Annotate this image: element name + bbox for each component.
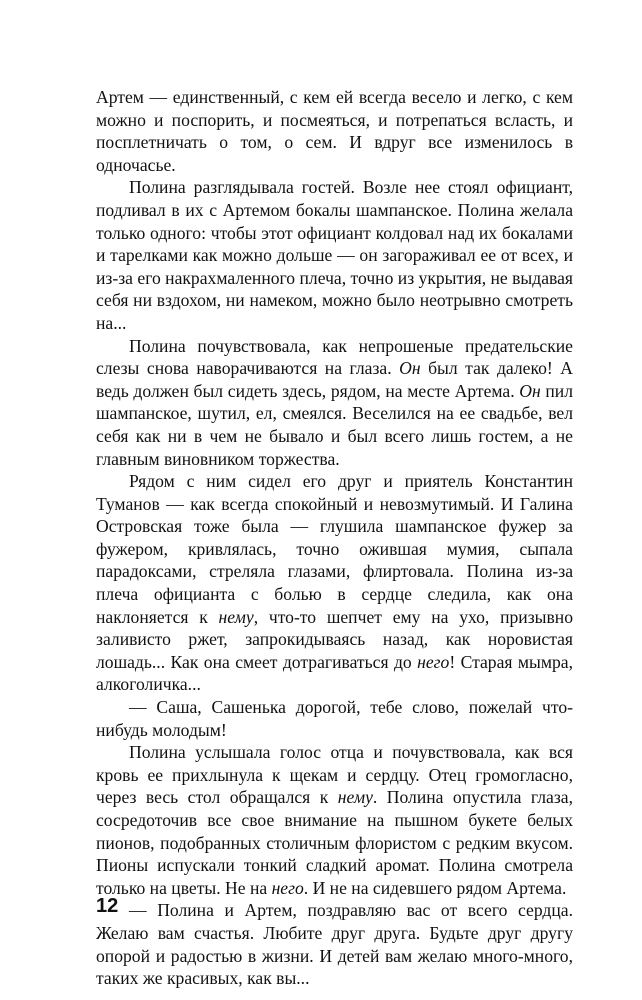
text-run: был так далеко! А ведь должен был сидеть здесь, рядом, на месте Артема. (96, 358, 573, 401)
paragraph (96, 741, 573, 899)
text-run: Полина услышала голос отца и почувствовала, как вся кровь ее прихлынула к щекам и сердцу. Отец громогласно, через весь стол обращался к (96, 742, 573, 808)
book-page-text (96, 86, 573, 990)
italic-text-run: него (417, 651, 450, 672)
paragraph (96, 696, 573, 741)
text-run: Артем — единственный, с кем ей всегда весело и легко, с кем можно и поспорить, и посмеяться, и потрепаться всласть, и посплетничать о том, о сем. И вдруг все изменилось в одночасье. (96, 87, 573, 175)
text-run: пил шампанское, шутил, ел, смеялся. Веселился на ее свадьбе, вел себя как ни в чем не бывало и был всего лишь гостем, а не главным виновником торжества. (96, 380, 573, 469)
text-run: . И не на сидевшего рядом Артема. (303, 877, 567, 898)
text-run: . Полина опустила глаза, сосредоточив все свое внимание на пышном букете белых пионов, подобранных столичным флористом с редким вкусом. Пионы испускали тонкий сладкий аромат. Полина смотрела только на цветы. Не на (96, 787, 573, 898)
italic-text-run: Он (399, 358, 421, 379)
text-run: , что-то шепчет ему на ухо, призывно заливисто ржет, запрокидываясь назад, как норовистая лошадь... Как она смеет дотрагиваться до (96, 606, 573, 672)
paragraph (96, 470, 573, 696)
text-run: Полина почувствовала, как непрошеные предательские слезы снова наворачиваются на глаза. (96, 335, 573, 379)
text-run: Полина разглядывала гостей. Возле нее стоял официант, подливал в их с Артемом бокалы шампанское. Полина желала только одного: чтобы этот официант колдовал над их бокалами и тарелками как можно дольше — он загораживал ее от всех, и из-за его накрахмаленного плеча, точно из укрытия, не выдавая себя ни вздохом, ни намеком, можно было неотрывно смотреть на... (96, 177, 573, 333)
italic-text-run: Он (519, 380, 541, 401)
text-run: ! Старая мымра, алкоголичка... (96, 651, 573, 695)
paragraph (96, 335, 573, 471)
italic-text-run: нему (337, 787, 373, 808)
text-run: — Полина и Артем, поздравляю вас от всего сердца. Желаю вам счастья. Любите друг друга. Будьте друг другу опорой и радостью в жизни. И детей вам желаю много-много, таких же красивых, как вы... (96, 900, 573, 989)
text-run: — Саша, Сашенька дорогой, тебе слово, пожелай что-нибудь молодым! (96, 697, 573, 740)
page-number: 12 (96, 895, 119, 917)
italic-text-run: него (271, 877, 304, 898)
paragraph (96, 899, 573, 989)
text-run: Рядом с ним сидел его друг и приятель Константин Туманов — как всегда спокойный и невозмутимый. И Галина Островская тоже была — глушила шампанское фужер за фужером, кривлялась, точно ожившая мумия, сыпала парадоксами, стреляла глазами, флиртовала. Полина из-за плеча официанта с болью в сердце следила, как она наклоняется к (96, 471, 573, 627)
paragraph (96, 86, 573, 176)
italic-text-run: нему (218, 606, 254, 627)
paragraph (96, 176, 573, 334)
